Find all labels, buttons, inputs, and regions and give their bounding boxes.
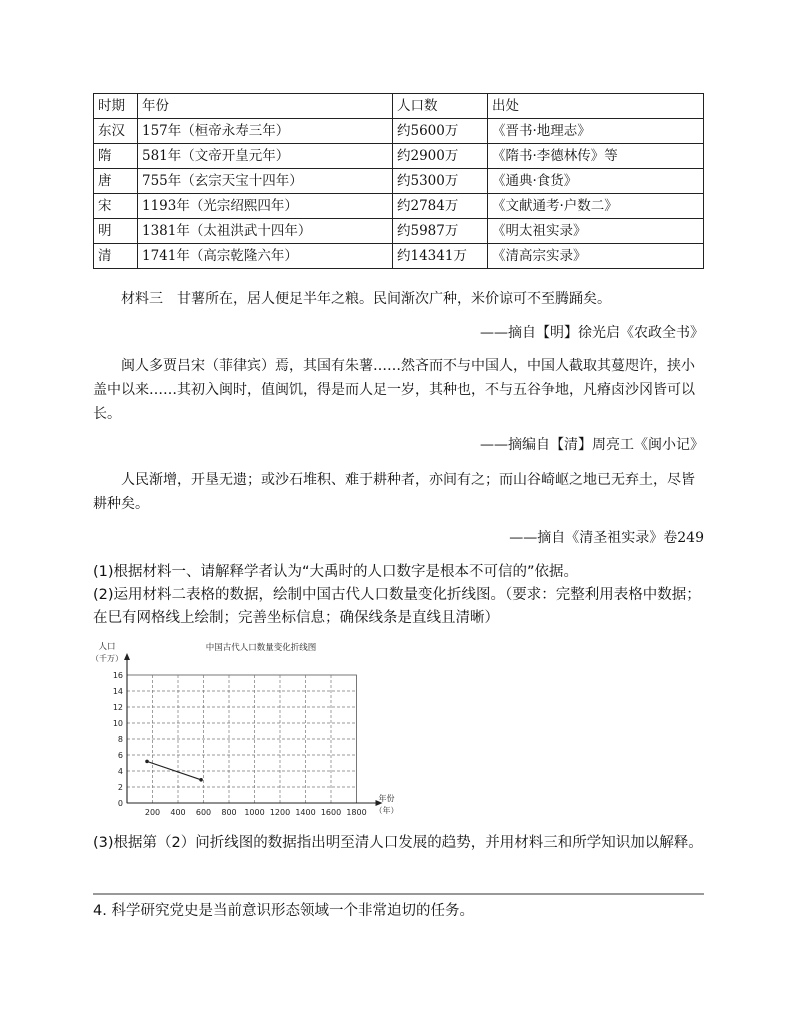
chart-series-line — [147, 761, 201, 779]
table-cell: 755年（玄宗天宝十四年） — [138, 169, 393, 194]
table-cell: 《明太祖实录》 — [488, 219, 704, 244]
material3-paragraph-2: 闽人多贾吕宋（菲律宾）焉，其国有朱薯……然吝而不与中国人，中国人截取其蔓咫许，挟小盖中以来……其初入闽时，值闽饥，得是而人足一岁，其种也，不与五谷争地，凡瘠卤沙冈皆可以长。 — [93, 358, 695, 422]
table-header-cell: 年份 — [138, 94, 393, 119]
chart-x-tick-label: 200 — [144, 808, 161, 817]
question-3: (3)根据第（2）问折线图的数据指出明至清人口发展的趋势，并用材料三和所学知识加以解释。 — [93, 835, 703, 851]
table-cell: 《通典·食货》 — [488, 169, 704, 194]
question-2: (2)运用材料二表格的数据，绘制中国古代人口数量变化折线图。（要求：完整利用表格中数据；在巳有网格线上绘制；完善坐标信息；确保线条是直线且清晰） — [93, 587, 701, 626]
question-1: (1)根据材料一、请解释学者认为“大禹时的人口数字是根本不可信的”依据。 — [93, 564, 579, 580]
chart-x-tick-label: 400 — [170, 808, 186, 817]
material3-paragraph-3: 人民渐增，开垦无遗；或沙石堆积、难于耕种者，亦间有之；而山谷崎岖之地已无弃土，尽皆耕种矣。 — [93, 472, 695, 512]
chart-x-tick-label: 1400 — [295, 808, 316, 817]
section-divider — [93, 893, 704, 895]
table-cell: 约2784万 — [393, 194, 488, 219]
chart-data-point — [199, 778, 203, 782]
chart-title: 中国古代人口数量变化折线图 — [205, 643, 317, 653]
table-row — [94, 219, 704, 244]
chart-x-unit: （年） — [374, 806, 399, 815]
table-cell: 1741年（高宗乾隆六年） — [138, 244, 393, 269]
table-row — [94, 244, 704, 269]
chart-y-unit: （千万） — [91, 654, 123, 663]
population-table — [93, 93, 704, 269]
chart-x-tick-label: 1800 — [346, 808, 367, 817]
table-cell: 《晋书·地理志》 — [488, 119, 704, 144]
chart-y-axis-arrow — [124, 653, 130, 660]
table-row — [94, 119, 704, 144]
chart-x-label: 年份 — [378, 794, 395, 803]
table-cell: 157年（桓帝永寿三年） — [138, 119, 393, 144]
material3-paragraph-1: 材料三 甘薯所在，居人便足半年之粮。民间渐次广种，米价谅可不至腾踊矣。 — [121, 291, 611, 307]
table-cell: 《隋书·李德林传》等 — [488, 144, 704, 169]
chart-y-tick-label: 4 — [117, 767, 123, 776]
table-header-cell: 时期 — [94, 94, 138, 119]
table-cell: 约5600万 — [393, 119, 488, 144]
chart-x-tick-label: 1000 — [244, 808, 265, 817]
chart-y-tick-label: 0 — [117, 799, 123, 808]
table-cell: 581年（文帝开皇元年） — [138, 144, 393, 169]
chart-y-tick-label: 6 — [117, 751, 123, 760]
chart-y-tick-label: 10 — [112, 719, 123, 728]
material3-source-3: ——摘自《清圣祖实录》卷249 — [509, 530, 704, 546]
chart-data-point — [145, 760, 149, 764]
table-cell: 隋 — [94, 144, 138, 169]
table-header-row — [94, 94, 704, 119]
chart-y-tick-label: 14 — [112, 687, 123, 696]
table-cell: 1381年（太祖洪武十四年） — [138, 219, 393, 244]
chart-x-tick-label: 600 — [195, 808, 212, 817]
material3-source-2: ——摘编自【清】周亮工《闽小记》 — [480, 437, 704, 453]
table-cell: 宋 — [94, 194, 138, 219]
table-cell: 1193年（光宗绍熙四年） — [138, 194, 393, 219]
table-cell: 唐 — [94, 169, 138, 194]
table-cell: 约5987万 — [393, 219, 488, 244]
table-row — [94, 144, 704, 169]
table-header-cell: 出处 — [488, 94, 704, 119]
chart-x-tick-label: 1600 — [320, 808, 342, 817]
chart-y-tick-label: 2 — [117, 783, 123, 792]
chart-y-label: 人口 — [98, 642, 116, 652]
chart-x-tick-label: 800 — [221, 808, 237, 817]
chart-y-tick-label: 8 — [117, 735, 123, 744]
chart-y-tick-label: 16 — [112, 671, 123, 680]
chart-y-tick-label: 12 — [112, 703, 123, 712]
question-4: 4. 科学研究党史是当前意识形态领域一个非常迫切的任务。 — [93, 903, 474, 919]
table-row — [94, 194, 704, 219]
material3-source-1: ——摘自【明】徐光启《农政全书》 — [480, 325, 704, 341]
table-cell: 东汉 — [94, 119, 138, 144]
chart-x-tick-label: 1200 — [269, 808, 291, 817]
table-header-cell: 人口数 — [393, 94, 488, 119]
table-cell: 明 — [94, 219, 138, 244]
table-cell: 约14341万 — [393, 244, 488, 269]
table-cell: 清 — [94, 244, 138, 269]
table-cell: 约2900万 — [393, 144, 488, 169]
table-cell: 《清高宗实录》 — [488, 244, 704, 269]
table-cell: 约5300万 — [393, 169, 488, 194]
population-line-chart — [85, 636, 415, 826]
table-row — [94, 169, 704, 194]
table-cell: 《文献通考·户数二》 — [488, 194, 704, 219]
